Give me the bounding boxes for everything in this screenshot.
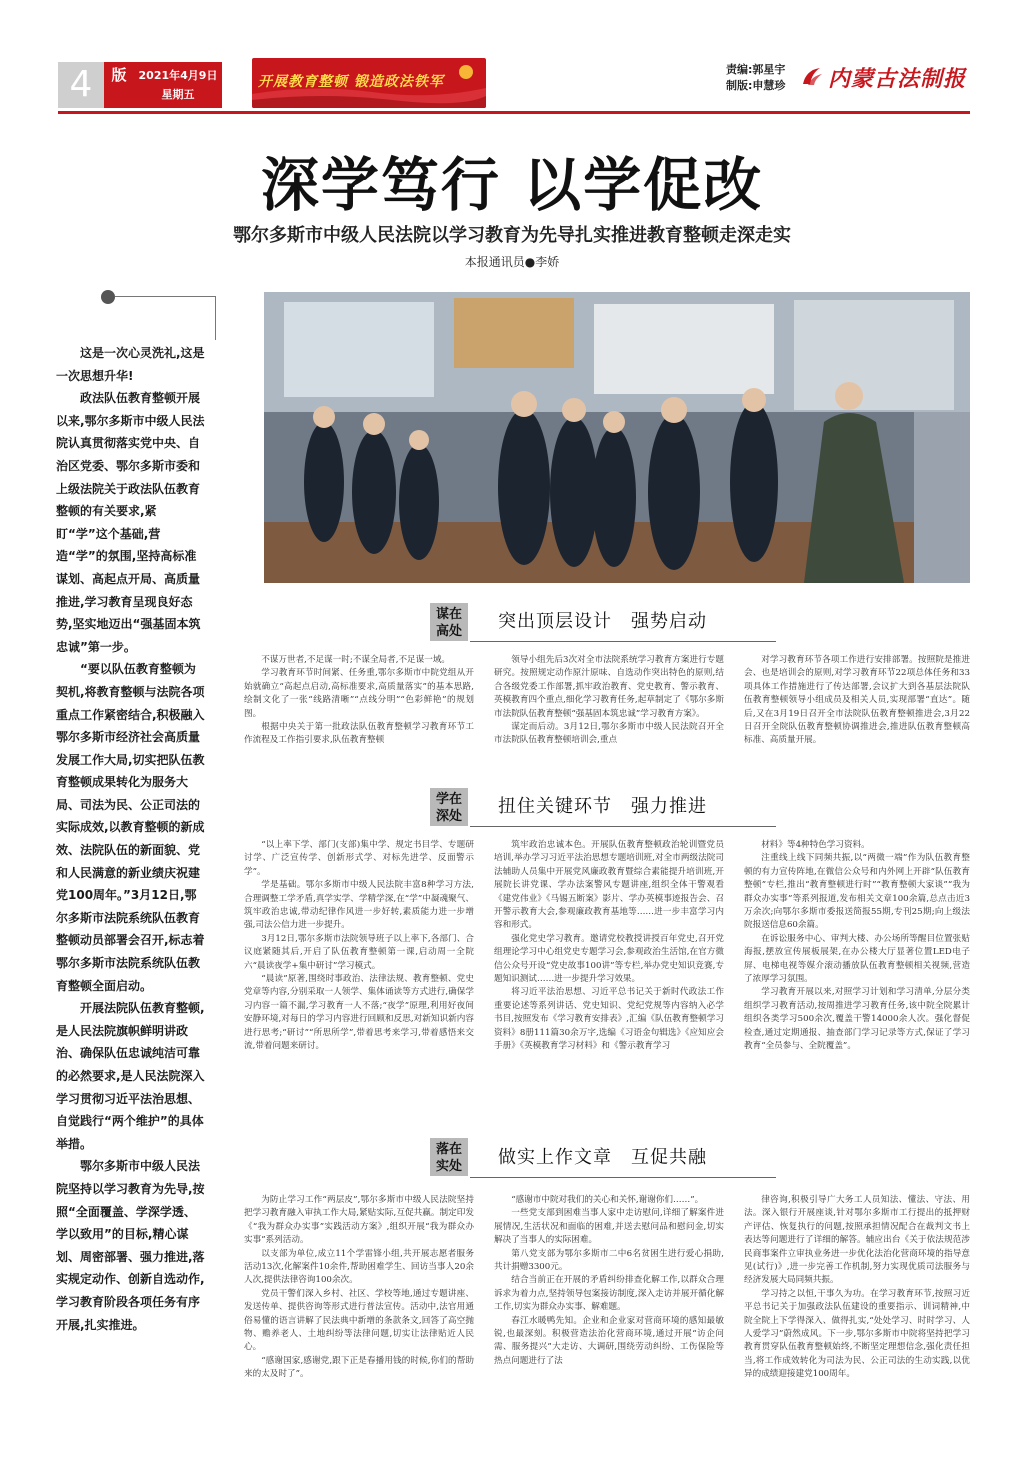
paragraph: 春江水暖鸭先知。企业和企业家对营商环境的感知最敏锐,也最深刻。积极营造法治化营商环境,通过开展“访企问需、服务提兴”大走访、大调研,围绕劳动纠纷、工伤保险等热点问题进行了法 — [494, 1315, 724, 1366]
section-rule — [470, 826, 776, 827]
lead-paragraph: 鄂尔多斯市中级人民法院坚持以学习教育为先导,按照“全面覆盖、学深学透、学以致用”的目标,精心谋划、周密部署、强力推进,落实规定动作、创新自选动作,学习教育阶段各项任务有序开展,扎实推进。 — [56, 1159, 205, 1332]
section-rule — [470, 1177, 776, 1178]
section-3-col-2 — [494, 1194, 724, 1368]
issue-date-box — [134, 62, 222, 108]
section-tag-line: 实处 — [435, 1159, 462, 1174]
news-photo — [264, 292, 970, 583]
paragraph: 根据中央关于第一批政法队伍教育整顿学习教育环节工作流程及工作指引要求,队伍教育整顿 — [244, 722, 474, 746]
banner-slogan: 开展教育整顿 锻造政法铁军 — [258, 74, 444, 90]
paragraph: 学是基础。鄂尔多斯市中级人民法院丰富8种学习方法,合理调整工学矛盾,真学实学、学精学深,在“学”中凝魂聚气、筑牢政治忠诚,带动纪律作风进一步好转,素质能力进一步增强,司法公信力进一步提升。 — [244, 880, 474, 931]
section-tag-line: 高处 — [435, 624, 462, 639]
paragraph: 学习持之以恒,干事久为功。在学习教育环节,按照习近平总书记关于加强政法队伍建设的重要指示、训词精神,中院全院上下学得深入、做得扎实,“处处学习、时时学习、人人爱学习”蔚然成风。下一步,鄂尔多斯市中院将坚持把学习教育贯穿队伍教育整顿始终,不断坚定理想信念,强化责任担当,将工作成效转化为司法为民、公正司法的生动实践,以优异的成绩迎接建党100周年。 — [744, 1288, 970, 1380]
paragraph: “晨读”原著,围绕时事政治、法律法规、教育整顿、党史党章等内容,分别采取一人领学、集体诵读等方式进行,确保学习内容一篇不漏,学习教育一人不落;“夜学”原理,利用好夜间安静环境,对每日的学习内容进行回顾和反思,对新知识新内容进行思考;“研讨”“所思所学”,带着思考来学习,带着感悟来交流,带着问题来研讨。 — [244, 974, 474, 1052]
paragraph: 以支部为单位,成立11个学雷锋小组,共开展志愿者服务活动13次,化解案件10余件,帮助困难学生、回访当事人20余人次,提供法律咨询100余次。 — [244, 1248, 474, 1286]
section-3-col-3 — [744, 1194, 970, 1382]
lead-bullet-dot — [101, 290, 115, 304]
editor-name: 责编:郭星宇 — [726, 63, 786, 76]
paragraph: 党员干警们深入乡村、社区、学校等地,通过专题讲座、发送传单、提供咨询等形式进行普法宣传。活动中,法官用通俗易懂的语言讲解了民法典中新增的条款条文,回答了高空抛物、赡养老人、土地纠纷等法律问题,切实让法律贴近人民心。 — [244, 1288, 474, 1353]
paragraph: “感谢国家,感谢党,跟下正是春播用钱的时候,你们的帮助来的太及时了”。 — [244, 1355, 474, 1380]
newspaper-name: 内蒙古法制报 — [828, 66, 967, 92]
section-tag-line: 学在 — [435, 792, 462, 807]
article-subtitle: 鄂尔多斯市中级人民法院以学习教育为先导扎实推进教育整顿走深走实 — [233, 225, 791, 246]
paragraph: 注重线上线下同频共振,以“两微一端”作为队伍教育整顿的有力宣传阵地,在微信公众号和内外网上开辟“队伍教育整顿”专栏,推出“教育整顿进行时”“教育整顿大家谈”“我为群众办实事”等系列报道,发布相关文章100余篇,总点击近3万余次;向鄂尔多斯市委报送简报55期,专刊25期;向上级法院报送信息60余篇。 — [744, 853, 970, 931]
lead-paragraph: 政法队伍教育整顿开展以来,鄂尔多斯市中级人民法院认真贯彻落实党中央、自治区党委、鄂尔多斯市委和上级法院关于政法队伍教育整顿的有关要求,紧盯“学”这个基础,营造“学”的氛围,坚持高标准谋划、高起点开局、高质量推进,学习教育呈现良好态势,坚实地迈出“强基固本筑忠诚”第一步。 — [56, 391, 205, 654]
paragraph: 第八党支部为鄂尔多斯市二中6名贫困生进行爱心捐助,共计捐赠3300元。 — [494, 1248, 724, 1273]
column-banner — [252, 58, 486, 108]
lead-column — [56, 342, 206, 1336]
paragraph: “感谢市中院对我们的关心和关怀,谢谢你们……”。 — [511, 1195, 704, 1205]
lead-rule — [115, 296, 215, 297]
lead-rule-vertical — [215, 296, 216, 340]
section-1-col-2 — [494, 654, 724, 748]
paragraph: 为防止学习工作“两层皮”,鄂尔多斯市中级人民法院坚持把学习教育融入审执工作大局,紧贴实际,互促共赢。制定印发《“我为群众办实事”实践活动方案》,组织开展“我为群众办实事”系列活动。 — [244, 1195, 474, 1246]
issue-date: 2021年4月9日 — [138, 69, 218, 82]
section-tag-line: 落在 — [435, 1142, 462, 1157]
paragraph: 谋定而后动。3月12日,鄂尔多斯市中级人民法院召开全市法院队伍教育整顿培训会,重点 — [494, 722, 724, 746]
section-tag-line: 深处 — [435, 809, 462, 824]
lead-paragraph: 这是一次心灵洗礼,这是一次思想升华! — [56, 346, 205, 383]
paragraph: 强化党史学习教育。邀请党校教授讲授百年党史,召开党组理论学习中心组党史专题学习会,参观政治生活馆,在官方微信公众号开设“党史故事100讲”等专栏,举办党史知识竞赛,专题知识测试……进一步提升学习效果。 — [494, 933, 724, 985]
paragraph: 律咨询,积极引导广大务工人员知法、懂法、守法、用法。深入银行开展座谈,针对鄂尔多斯市工行提出的抵押财产评估、恢复执行的问题,按照承担情况配合在裁判文书上表达等问题进行了详细的解答。辅应出台《关于依法规范涉民商事案件立审执业务进一步优化法治化营商环境的指导意见(试行)》,进一步完善工作机制,努力实现优质司法服务与经济发展大局同频共振。 — [744, 1195, 970, 1286]
lead-paragraph: “要以队伍教育整顿为契机,将教育整顿与法院各项重点工作紧密结合,积极融入鄂尔多斯市经济社会高质量发展工作大局,切实把队伍教育整顿成果转化为服务大局、司法为民、公正司法的实际成效,以教育整顿的新成效、法院队伍的新面貌、党和人民满意的新业绩庆祝建党100周年。”3月12日,鄂尔多斯市法院系统队伍教育整顿动员部署会召开,标志着鄂尔多斯市法院系统队伍教育整顿全面启动。 — [56, 662, 205, 993]
section-1-col-3 — [744, 654, 970, 748]
producer-name: 制版:申慧珍 — [726, 79, 786, 92]
paragraph: 在诉讼服务中心、审判大楼、办公场所等醒目位置张贴海报,摆放宣传展板展架,在办公楼大厅显著位置LED电子屏、电梯电视等媒介滚动播放队伍教育整顿相关视频,营造了浓厚学习氛围。 — [744, 933, 970, 985]
paragraph: 不谋万世者,不足谋一时;不谋全局者,不足谋一域。 — [261, 655, 451, 665]
page-label: 版 — [104, 62, 134, 108]
section-tag — [430, 603, 468, 641]
section-title: 做实上作文章 互促共融 — [498, 1147, 707, 1168]
paragraph: 将习近平法治思想、习近平总书记关于新时代政法工作重要论述等系列讲话、党史知识、党纪党规等内容纳入必学书目,按照发布《学习教育安排表》,汇编《队伍教育整顿学习资料》8册111篇30余万字,选编《习语金句辑选》《应知应会手册》《英模教育学习材料》和《警示教育学习 — [494, 987, 724, 1052]
paragraph: 筑牢政治忠诚本色。开展队伍教育整顿政治轮训暨党员培训,举办学习习近平法治思想专题培训班,对全市两级法院司法辅助人员集中开展党风廉政教育暨综合素能提升培训班,开展院长讲党课、学办法案警风专题讲座,组织全体干警观看《建党伟业》《马锡五断案》影片、学办英模事迹报告会、召开警示教育大会,参观廉政教育基地等……进一步丰富学习内容和形式。 — [494, 840, 724, 931]
paragraph: “以上率下学、部门(支部)集中学、规定书目学、专题研讨学、广泛宣传学、创新形式学、对标先进学、反面警示学”。 — [244, 840, 474, 877]
section-1-col-1 — [244, 654, 474, 748]
section-tag-line: 谋在 — [435, 607, 462, 622]
paragraph: 材料》等4种特色学习资料。 — [761, 840, 870, 850]
page-number: 4 — [58, 62, 104, 108]
paragraph: 领导小组先后3次对全市法院系统学习教育方案进行专题研究。按照规定动作原汁原味、自选动作突出特色的原则,结合各级党委工作部署,抓牢政治教育、党史教育、警示教育、英模教育四个重点,细化学习教育任务,起草制定了《鄂尔多斯市法院队伍教育整顿“强基固本筑忠诚”学习教育方案》。 — [494, 655, 724, 719]
section-title: 扭住关键环节 强力推进 — [498, 796, 707, 817]
issue-weekday: 星期五 — [161, 88, 195, 101]
newspaper-logo-icon — [800, 64, 824, 88]
lead-paragraph: 开展法院队伍教育整顿,是人民法院旗帜鲜明讲政治、确保队伍忠诚纯洁可靠的必然要求,是人民法院深入学习贯彻习近平法治思想、自觉践行“两个维护”的具体举措。 — [56, 1001, 205, 1151]
section-2-col-3 — [744, 839, 970, 1054]
article-byline: 本报通讯员●李娇 — [464, 255, 560, 269]
paragraph: 对学习教育环节各项工作进行安排部署。按照院是推进会、也是培训会的原则,对学习教育环节22项总体任务和33项具体工作措施进行了传达部署,会议扩大到各基层法院队伍教育整顿领导小组成员及相关人员,实现部署“直达”。随后,又在3月19日召开全市法院队伍教育整顿推进会,3月22日召开全院队伍教育整顿协调推进会,推进队伍教育整顿高标准、高质量开展。 — [744, 655, 970, 746]
article-title: 深学笃行 以学促改 — [260, 151, 764, 219]
paragraph: 学习教育环节时间紧、任务重,鄂尔多斯市中院党组从开始就确立“高起点启动,高标准要求,高质量落实”的基本思路,绘制文化了一张“线路清晰”“点线分明”“色彩鲜艳”的规划图。 — [244, 668, 474, 719]
section-3-col-1 — [244, 1194, 474, 1382]
header-rule — [58, 111, 970, 114]
paragraph: 学习教育开展以来,对照学习计划和学习清单,分层分类组织学习教育活动,按周推进学习教育任务,该中院全院累计组织各类学习500余次,覆盖干警14000余人次。强化督促检查,通过定期通报、抽查部门学习记录等方式,保证了学习教育“全员参与、全院覆盖”。 — [744, 987, 970, 1052]
section-tag — [430, 788, 468, 826]
section-2-col-2 — [494, 839, 724, 1054]
paragraph: 结合当前正在开展的矛盾纠纷排查化解工作,以群众合理诉求为着力点,坚持领导包案接访制度,深入走访并展开循化解工作,切实为群众办实事、解难题。 — [494, 1275, 724, 1313]
section-title: 突出顶层设计 强势启动 — [498, 611, 707, 632]
paragraph: 一些党支部到困难当事人家中走访慰问,详细了解案件进展情况,生活状况和面临的困难,并送去慰问品和慰问金,切实解决了当事人的实际困难。 — [494, 1208, 724, 1246]
section-tag — [430, 1138, 468, 1176]
section-rule — [470, 641, 776, 642]
paragraph: 3月12日,鄂尔多斯市法院领导班子以上率下,各部门、合议庭紧随其后,开启了队伍教育整顿第一课,启动周一全院六“晨读夜学+集中研讨”学习模式。 — [244, 933, 474, 971]
section-2-col-1 — [244, 839, 474, 1054]
editor-credits — [726, 62, 785, 94]
